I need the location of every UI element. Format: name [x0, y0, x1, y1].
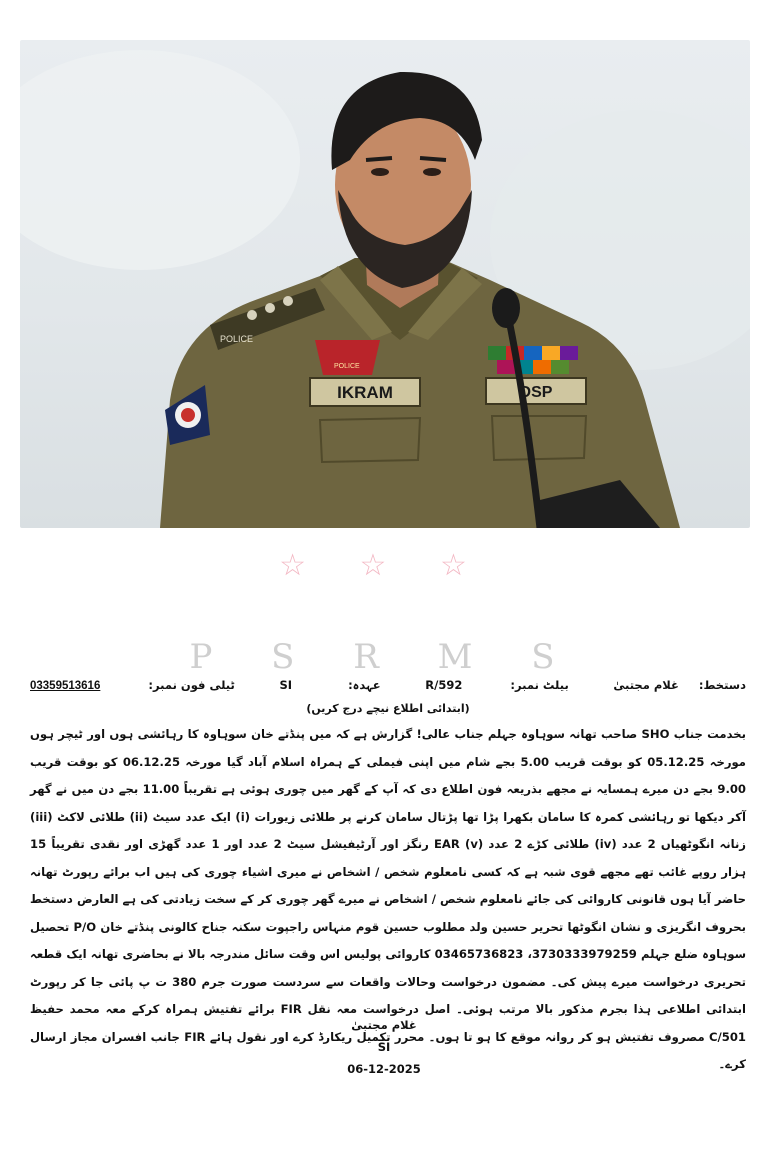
- belt-label: بیلٹ نمبر:: [510, 678, 569, 692]
- medal-ribbons-icon: [488, 346, 578, 374]
- watermark: P S R M S: [189, 637, 579, 677]
- svg-text:POLICE: POLICE: [334, 363, 360, 370]
- phone-label: ٹیلی فون نمبر:: [148, 678, 235, 692]
- sign-name: غلام مجتبیٰ: [351, 1018, 417, 1032]
- rank-field: [279, 678, 380, 692]
- report-subtitle: (ابتدائی اطلاع نیچے درج کریں): [306, 702, 470, 715]
- signature-block: [0, 1014, 768, 1080]
- phone-field: [30, 678, 235, 692]
- signature-field: [613, 678, 746, 692]
- belt-value: 592/R: [425, 678, 463, 692]
- sign-date: 06-12-2025: [347, 1062, 421, 1076]
- decorative-stars: ☆ ☆ ☆: [279, 548, 489, 583]
- signature-value: غلام مجتبیٰ: [613, 678, 679, 692]
- phone-value: 03359513616: [30, 680, 101, 692]
- belt-field: [425, 678, 568, 692]
- name-tag-text: IKRAM: [337, 383, 393, 402]
- police-patch-icon: [315, 340, 380, 375]
- shoulder-text: POLICE: [220, 334, 254, 344]
- rank-tag-text: DSP: [519, 384, 553, 401]
- officer-illustration: [20, 40, 750, 528]
- report-body: بخدمت جناب SHO صاحب تھانہ سوہاوہ جہلم جناب عالی! گزارش ہے کہ میں پنڈتے خان سوہاوہ کا رہائشی ہوں اور ٹیچر ہوں مورخہ 05.12.25 کو بوقت قریب 5.00 بجے شام میں اپنی فیملی کے ہمراہ اسلام آباد گیا مورخہ 06.12.25 کو بوقت قریب 9.00 بجے دن میرے ہمسایہ نے مجھے بذریعہ فون اطلاع دی کہ آپ کے گھر میں چوری ہوئی ہے تقریباً 11.00 بجے دن میں نے گھر آکر دیکھا تو رہائشی کمرہ کا سامان بکھرا پڑا تھا پڑتال سامان کرنے پر طلائی زیورات (i) ایک عدد سیٹ (ii) طلائی لاکٹ (iii) زنانہ انگوٹھیاں 2 عدد (iv) طلائی کڑے 2 عدد (v) EAR رنگز اور آرٹیفیشل سیٹ 2 عدد اور 1 عدد گھڑی اور نقدی تقریباً 15 ہزار روپے غائب تھے مجھے قوی شبہ ہے کہ کسی نامعلوم شخص / اشخاص نے میری اشیاء چوری کی ہیں اب برائے رپورٹ تھانہ حاضر آیا ہوں قانونی کاروائی کی جائے نامعلوم شخص / اشخاص نے میرے گھر چوری کر کے سخت زیادتی کی ہے العارض دستخط بحروف انگریزی و نشان انگوٹھا تحریر حسین ولد مطلوب حسین قوم منہاس راجپوت سکنہ جناح کالونی پنڈتے خان P/O تحصیل سوہاوہ ضلع جہلم 3730333979259، 03465736823 کاروائی پولیس اس وقت سائل مندرجہ بالا نے بحاضری تھانہ ایک قطعہ تحریری درخواست میرے پیش کی۔ مضمون درخواست وحالات واقعات سے سردست صورت جرم 380 ت پ پائی جا کر رپورٹ ابتدائی اطلاعی ہذا بجرم مذکور بالا مرتب ہوئی۔ اصل درخواست معہ نقل FIR برائے تفتیش ہمراہ کرکے معہ محمد حفیظ 501/C مصروف تفتیش ہو کر روانہ موقع کا ہو تا ہوں۔ محرر تکمیل ریکارڈ کرے اور نقول ہائے FIR جانب افسران مجاز ارسال کرے۔: [30, 727, 746, 1071]
- rank-value: SI: [279, 678, 292, 692]
- rank-label: عہدہ:: [348, 678, 381, 692]
- report-header: [30, 678, 746, 698]
- signature-label: دستخط:: [698, 678, 746, 692]
- officer-photo: [20, 40, 750, 528]
- sign-rank: SI: [377, 1040, 391, 1054]
